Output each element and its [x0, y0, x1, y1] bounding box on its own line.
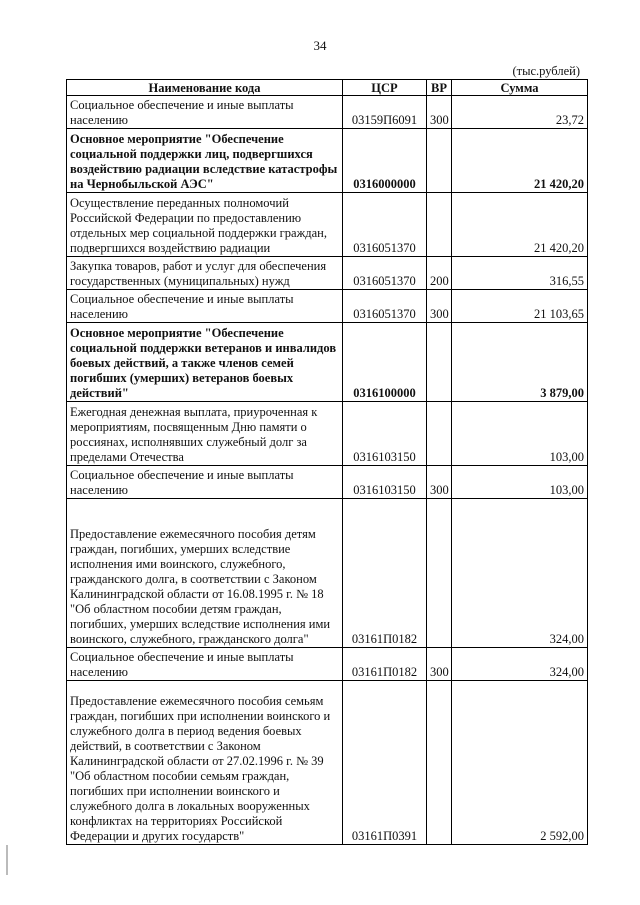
- row-sum: 23,72: [452, 96, 588, 129]
- row-vr: 200: [427, 257, 452, 290]
- row-name: Основное мероприятие "Обеспечение социальной поддержки ветеранов и инвалидов боевых действий, а также членов семей погибших (умерших) ветеранов боевых действий": [67, 323, 343, 402]
- row-vr: 300: [427, 290, 452, 323]
- row-csr: 0316051370: [343, 193, 427, 257]
- table-header-row: [67, 80, 588, 96]
- header-name: Наименование кода: [67, 80, 343, 96]
- row-name: Ежегодная денежная выплата, приуроченная к мероприятиям, посвященным Дню памяти о россиянах, исполнявших служебный долг за пределами Отечества: [67, 402, 343, 466]
- header-csr: ЦСР: [343, 80, 427, 96]
- units-label: (тыс.рублей): [512, 64, 580, 78]
- row-name: Закупка товаров, работ и услуг для обеспечения государственных (муниципальных) нужд: [67, 257, 343, 290]
- row-sum: 3 879,00: [452, 323, 588, 402]
- row-name: Социальное обеспечение и иные выплаты населению: [67, 466, 343, 499]
- budget-table: [66, 79, 588, 845]
- row-vr: [427, 323, 452, 402]
- table-row: [67, 323, 588, 402]
- row-name: Предоставление ежемесячного пособия семьям граждан, погибших при исполнении воинского и служебного долга в период ведения боевых действий, в соответствии с Законом Калининградской области от 27.02.1996 г. № 39 "Об областном пособии семьям граждан, погибших при исполнении воинского и служебного долга в локальных вооруженных конфликтах на территориях Российской Федерации и других государств": [67, 681, 343, 845]
- row-sum: 324,00: [452, 499, 588, 648]
- table-row: [67, 193, 588, 257]
- header-sum: Сумма: [452, 80, 588, 96]
- table-row: [67, 129, 588, 193]
- row-vr: [427, 129, 452, 193]
- row-csr: 0316103150: [343, 402, 427, 466]
- table-row: [67, 290, 588, 323]
- row-vr: [427, 499, 452, 648]
- row-csr: 03159П6091: [343, 96, 427, 129]
- table-row: [67, 466, 588, 499]
- row-sum: 21 103,65: [452, 290, 588, 323]
- row-csr: 03161П0182: [343, 499, 427, 648]
- row-name: Основное мероприятие "Обеспечение социальной поддержки лиц, подвергшихся воздействию радиации вследствие катастрофы на Чернобыльской АЭС": [67, 129, 343, 193]
- row-vr: 300: [427, 648, 452, 681]
- table-row: [67, 681, 588, 845]
- row-sum: 2 592,00: [452, 681, 588, 845]
- page-number: 34: [313, 38, 327, 53]
- header-vr: ВР: [427, 80, 452, 96]
- row-sum: 103,00: [452, 466, 588, 499]
- row-name: Социальное обеспечение и иные выплаты населению: [67, 290, 343, 323]
- row-csr: 0316103150: [343, 466, 427, 499]
- row-csr: 0316100000: [343, 323, 427, 402]
- row-vr: [427, 402, 452, 466]
- row-csr: 0316000000: [343, 129, 427, 193]
- row-name: Социальное обеспечение и иные выплаты населению: [67, 648, 343, 681]
- table-row: [67, 257, 588, 290]
- table-row: [67, 499, 588, 648]
- row-vr: 300: [427, 466, 452, 499]
- table-row: [67, 96, 588, 129]
- row-csr: 03161П0391: [343, 681, 427, 845]
- table-row: [67, 402, 588, 466]
- row-sum: 103,00: [452, 402, 588, 466]
- row-name: Социальное обеспечение и иные выплаты населению: [67, 96, 343, 129]
- table-row: [67, 648, 588, 681]
- row-sum: 21 420,20: [452, 193, 588, 257]
- row-name: Предоставление ежемесячного пособия детям граждан, погибших, умерших вследствие исполнения ими воинского, служебного, гражданского долга, в соответствии с Законом Калининградской области от 16.08.1995 г. № 18 "Об областном пособии детям граждан, погибших, умерших вследствие исполнения ими воинского, служебного, гражданского долга": [67, 499, 343, 648]
- row-vr: [427, 681, 452, 845]
- row-sum: 21 420,20: [452, 129, 588, 193]
- row-sum: 316,55: [452, 257, 588, 290]
- row-sum: 324,00: [452, 648, 588, 681]
- row-csr: 0316051370: [343, 290, 427, 323]
- row-vr: [427, 193, 452, 257]
- scan-artifact: [6, 845, 8, 875]
- row-name: Осуществление переданных полномочий Российской Федерации по предоставлению отдельных мер социальной поддержки граждан, подвергшихся воздействию радиации: [67, 193, 343, 257]
- row-vr: 300: [427, 96, 452, 129]
- row-csr: 03161П0182: [343, 648, 427, 681]
- row-csr: 0316051370: [343, 257, 427, 290]
